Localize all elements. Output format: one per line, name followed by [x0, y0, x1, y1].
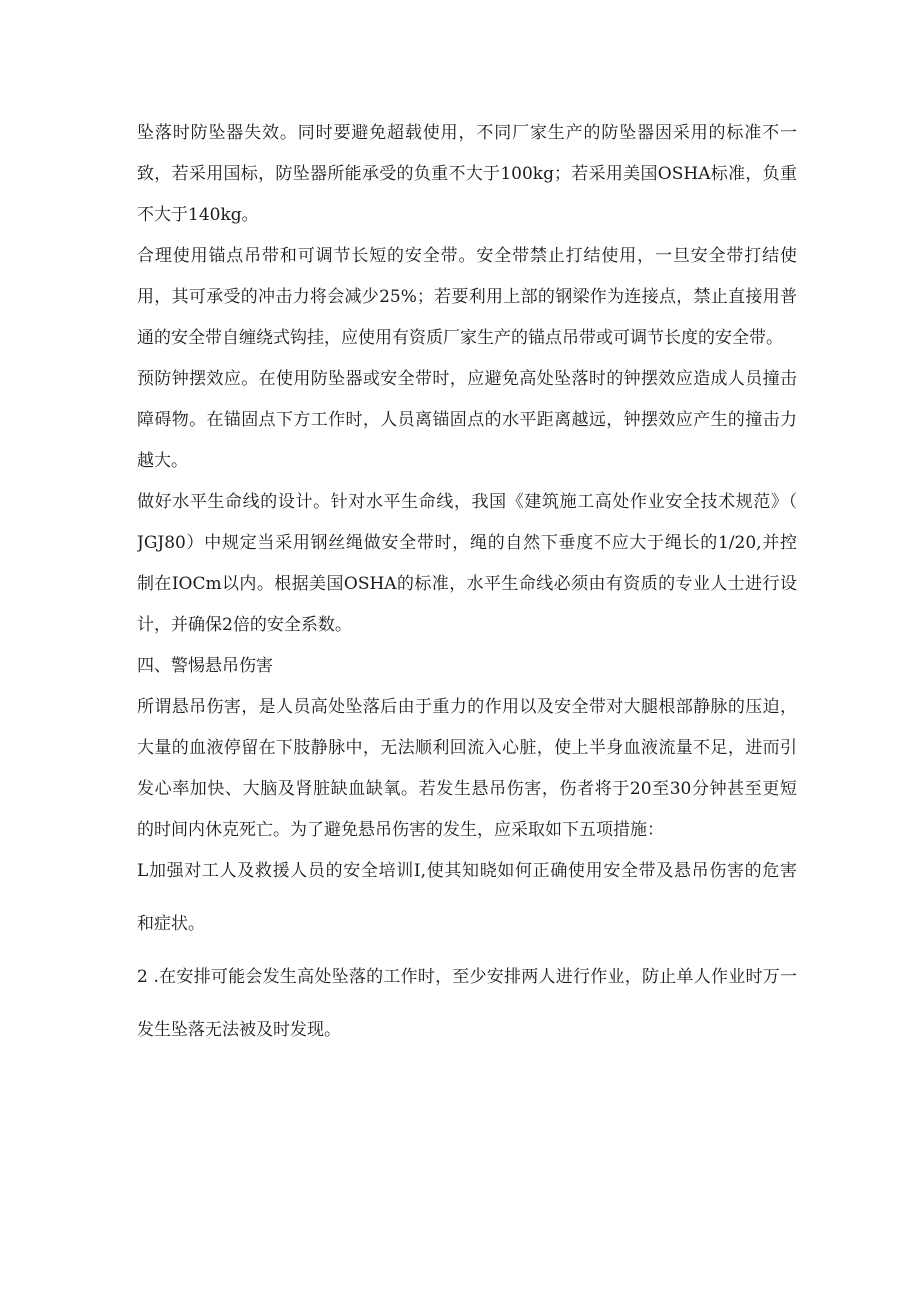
- text-line: 发生坠落无法被及时发现。: [137, 1020, 341, 1040]
- list-item-two-person-work: [137, 966, 797, 1042]
- text-line: 发心率加快、大脑及肾脏缺血缺氧。若发生悬吊伤害，伤者将于20至30分钟甚至更短: [137, 779, 797, 799]
- text-line: 所谓悬吊伤害，是人员高处坠落后由于重力的作用以及安全带对大腿根部静脉的压迫，: [137, 697, 797, 717]
- list-item-training: [137, 860, 797, 936]
- text-line: 通的安全带自缠绕式钩挂，应使用有资质厂家生产的锚点吊带或可调节长度的安全带。: [137, 328, 783, 348]
- text-line: 和症状。: [137, 914, 205, 934]
- text-line: 2 .在安排可能会发生高处坠落的工作时，至少安排两人进行作业，防止单人作业时万一: [137, 967, 797, 987]
- text-line: JGJ80）中规定当采用钢丝绳做安全带时，绳的自然下垂度不应大于绳长的1/20,并控: [137, 533, 797, 553]
- text-line: 致，若采用国标，防坠器所能承受的负重不大于100kg；若采用美国OSHA标准，负重: [137, 164, 797, 184]
- section-heading-suspension-trauma: [137, 655, 797, 678]
- paragraph-anchor-sling: [137, 245, 797, 350]
- text-line: 不大于140kg。: [137, 205, 259, 225]
- text-line: 预防钟摆效应。在使用防坠器或安全带时，应避免高处坠落时的钟摆效应造成人员撞击: [137, 369, 797, 389]
- text-line: 用，其可承受的冲击力将会减少25%；若要利用上部的钢梁作为连接点，禁止直接用普: [137, 287, 797, 307]
- paragraph-fall-arrester-overload: [137, 122, 797, 227]
- text-line: 制在IOCm以内。根据美国OSHA的标准，水平生命线必须由有资质的专业人士进行设: [137, 574, 797, 594]
- text-line: 的时间内休克死亡。为了避免悬吊伤害的发生，应采取如下五项措施：: [137, 820, 664, 840]
- paragraph-suspension-trauma-definition: [137, 696, 797, 842]
- text-line: 合理使用锚点吊带和可调节长短的安全带。安全带禁止打结使用，一旦安全带打结使: [137, 246, 797, 266]
- text-line: 做好水平生命线的设计。针对水平生命线，我国《建筑施工高处作业安全技术规范》（: [137, 492, 797, 512]
- text-line: 计，并确保2倍的安全系数。: [137, 615, 352, 635]
- paragraph-pendulum-effect: [137, 368, 797, 473]
- paragraph-horizontal-lifeline: [137, 491, 797, 637]
- text-line: 障碍物。在锚固点下方工作时，人员离锚固点的水平距离越远，钟摆效应产生的撞击力: [137, 410, 797, 430]
- text-line: 越大。: [137, 451, 188, 471]
- text-line: L加强对工人及救援人员的安全培训I,使其知晓如何正确使用安全带及悬吊伤害的危害: [137, 861, 797, 881]
- text-line: 大量的血液停留在下肢静脉中，无法顺利回流入心脏，使上半身血液流量不足，进而引: [137, 738, 797, 758]
- document-body: [137, 122, 797, 1042]
- text-line: 坠落时防坠器失效。同时要避免超载使用，不同厂家生产的防坠器因采用的标准不一: [137, 123, 797, 143]
- section-heading: 四、警惕悬吊伤害: [137, 656, 273, 676]
